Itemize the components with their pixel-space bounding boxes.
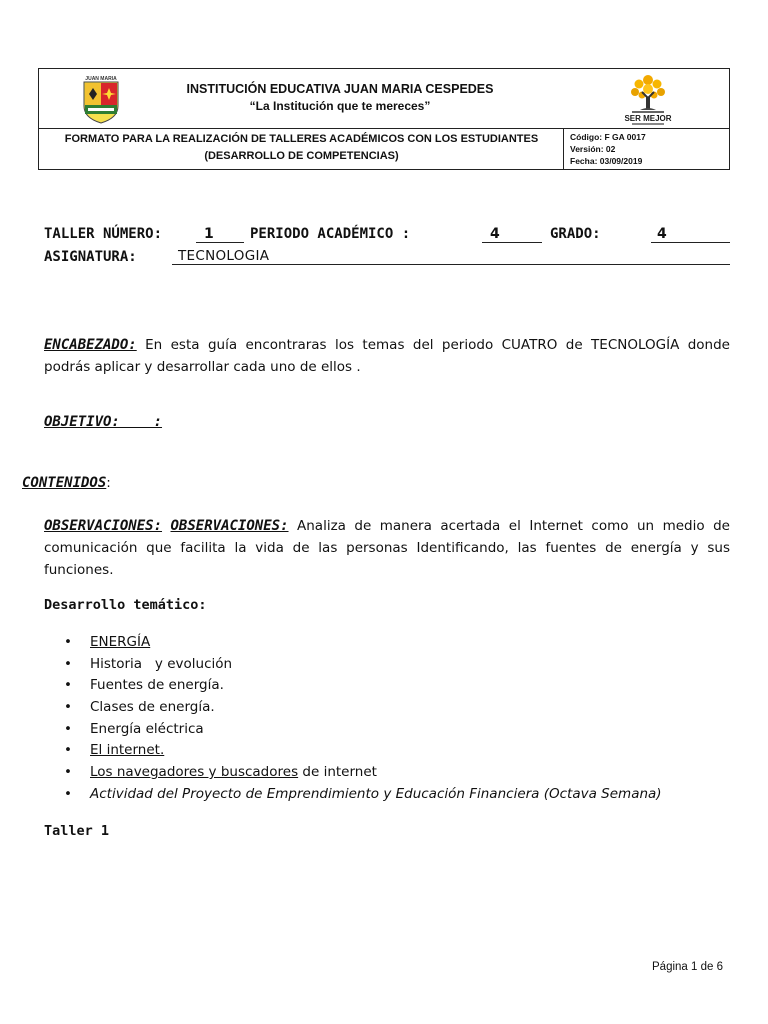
bullet-icon: • — [64, 785, 72, 802]
topic-actividad: Actividad del Proyecto de Emprendimiento y Educación Financiera (Octava Semana) — [90, 785, 662, 802]
observaciones-label-2: OBSERVACIONES: — [170, 518, 289, 534]
doc-code: Código: F GA 0017 — [570, 132, 646, 142]
contenidos-heading — [22, 472, 111, 494]
page-number: Página 1 de 6 — [652, 961, 723, 973]
asignatura-value: TECNOLOGIA — [172, 248, 730, 265]
list-item — [64, 784, 662, 806]
list-item — [64, 762, 662, 784]
format-title-line2: (DESARROLLO DE COMPETENCIAS) — [204, 150, 399, 162]
bullet-icon: • — [64, 742, 72, 759]
observaciones-label-1: OBSERVACIONES: — [44, 518, 163, 534]
bullet-icon: • — [64, 720, 72, 737]
encabezado-label: ENCABEZADO: — [44, 337, 137, 353]
topic-navegadores: Los navegadores y buscadores — [90, 764, 299, 781]
logo-text: SER MEJOR — [624, 114, 672, 123]
grado-value: 4 — [651, 226, 730, 243]
list-item — [64, 675, 662, 697]
topics-list — [64, 632, 662, 806]
asignatura-label: ASIGNATURA: — [44, 249, 137, 265]
topic-historia: Historia y evolución — [90, 655, 233, 672]
periodo-label: PERIODO ACADÉMICO : — [250, 226, 411, 242]
grado-label: GRADO: — [550, 226, 601, 242]
observaciones-paragraph — [44, 515, 730, 581]
encabezado-text: En esta guía encontraras los temas del periodo CUATRO de TECNOLOGÍA donde podrás aplicar y desarrollar cada uno de ellos . — [44, 337, 730, 375]
topic-energia: ENERGÍA — [90, 634, 151, 650]
list-item — [64, 654, 662, 676]
doc-version: Versión: 02 — [570, 144, 616, 154]
topic-navegadores-suffix: de internet — [298, 764, 377, 781]
contenidos-label: CONTENIDOS — [22, 475, 107, 491]
observaciones-text: Analiza de manera acertada el Internet como un medio de comunicación que facilita la vida de las personas Identificando, las fuentes de energía y sus funciones. — [44, 518, 730, 578]
taller-number-label: TALLER NÚMERO: — [44, 226, 163, 242]
bullet-icon: • — [64, 655, 72, 672]
topic-fuentes: Fuentes de energía. — [90, 677, 224, 694]
doc-date: Fecha: 03/09/2019 — [570, 156, 643, 166]
bullet-icon: • — [64, 699, 72, 716]
list-item — [64, 632, 662, 654]
desarrollo-tematico-heading: Desarrollo temático: — [44, 597, 207, 613]
taller-1-heading: Taller 1 — [44, 823, 110, 839]
shield-text: JUAN MARIA — [85, 76, 117, 82]
contenidos-colon: : — [106, 475, 111, 491]
taller-number-value: 1 — [196, 226, 244, 243]
bullet-icon: • — [64, 764, 72, 781]
institution-motto: “La Institución que te mereces” — [249, 99, 431, 113]
format-title-line1: FORMATO PARA LA REALIZACIÓN DE TALLERES ACADÉMICOS CON LOS ESTUDIANTES — [64, 133, 539, 145]
topic-clases: Clases de energía. — [90, 699, 215, 716]
header-meta-divider — [563, 128, 564, 170]
institution-name: INSTITUCIÓN EDUCATIVA JUAN MARIA CESPEDES — [186, 82, 494, 96]
bullet-icon: • — [64, 677, 72, 694]
objetivo-label: OBJETIVO: : — [44, 414, 163, 430]
school-shield-logo — [76, 74, 126, 124]
list-item — [64, 697, 662, 719]
header-divider — [38, 128, 730, 129]
list-item — [64, 719, 662, 741]
list-item — [64, 740, 662, 762]
topic-internet: El internet. — [90, 742, 165, 759]
encabezado-paragraph — [44, 334, 730, 378]
bullet-icon: • — [64, 634, 72, 650]
periodo-value: 4 — [482, 226, 542, 243]
ser-mejor-tree-logo — [620, 70, 676, 128]
topic-electrica: Energía eléctrica — [90, 720, 204, 737]
